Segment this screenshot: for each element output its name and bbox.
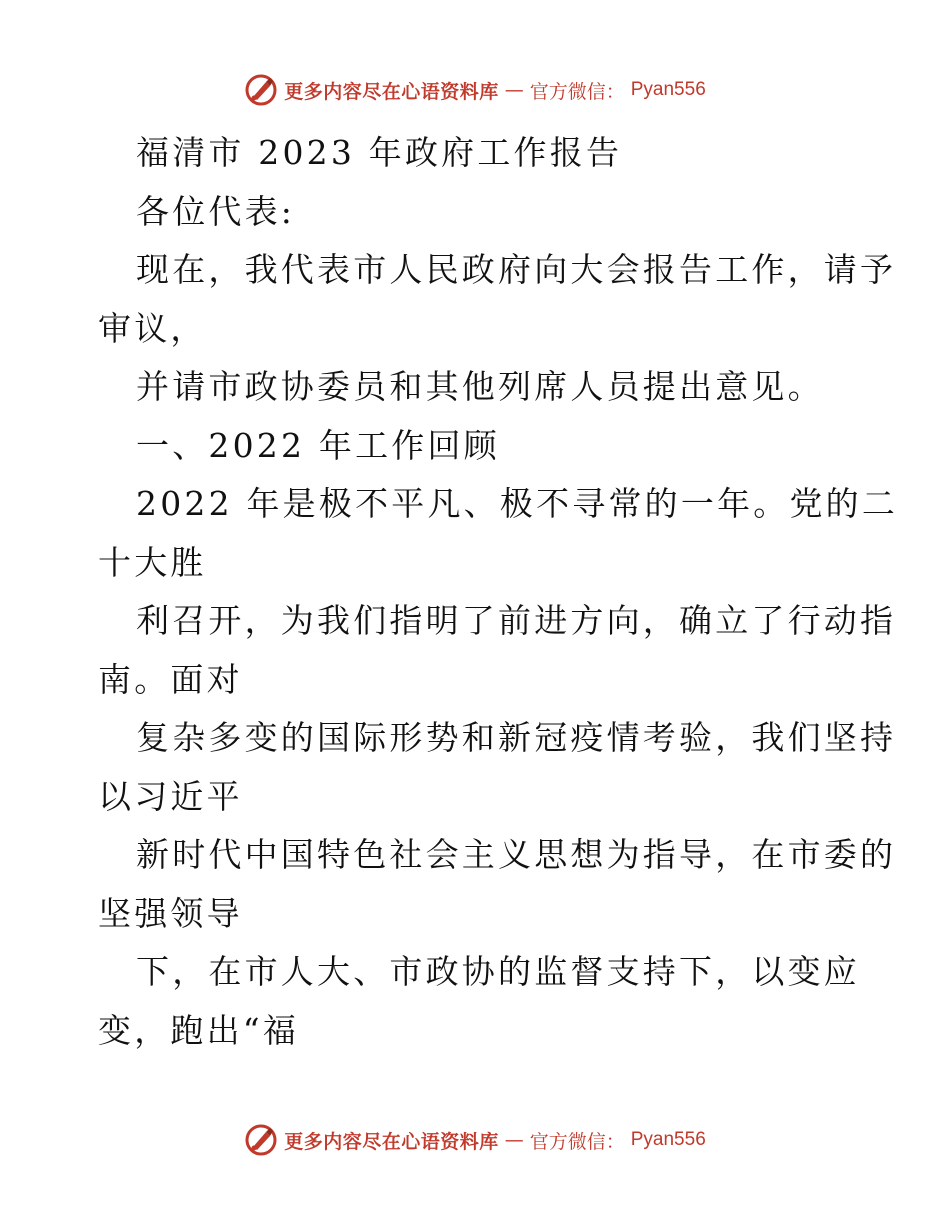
paragraph-line: 南。面对 bbox=[98, 659, 243, 699]
watermark-brand: 更多内容尽在心语资料库 bbox=[284, 80, 499, 103]
brush-pen-logo-icon bbox=[244, 1123, 278, 1157]
paragraph-line: 现在，我代表市人民政府向大会报告工作，请予 bbox=[136, 250, 897, 289]
doc-title: 福清市 2023 年政府工作报告 bbox=[136, 133, 623, 172]
brush-pen-logo-icon bbox=[244, 73, 278, 107]
paragraph-line: 利召开，为我们指明了前进方向，确立了行动指 bbox=[136, 601, 897, 640]
paragraph-line: 下，在市人大、市政协的监督支持下，以变应 bbox=[136, 952, 860, 991]
watermark-brand: 更多内容尽在心语资料库 bbox=[284, 1130, 499, 1153]
paragraph-line: 复杂多变的国际形势和新冠疫情考验，我们坚持 bbox=[136, 718, 897, 757]
watermark-channel: 官方微信： bbox=[529, 80, 625, 103]
paragraph-line: 审议， bbox=[98, 308, 207, 348]
watermark-handle: Pyan556 bbox=[630, 79, 706, 100]
paragraph-line: 十大胜 bbox=[98, 542, 207, 582]
paragraph-line: 并请市政协委员和其他列席人员提出意见。 bbox=[136, 367, 824, 406]
watermark-header bbox=[0, 70, 950, 110]
watermark-footer bbox=[0, 1120, 950, 1160]
paragraph-line: 变，跑出“福 bbox=[98, 1010, 300, 1050]
watermark-dash: — bbox=[504, 1129, 524, 1151]
section-heading: 一、2022 年工作回顾 bbox=[136, 425, 500, 465]
watermark-handle: Pyan556 bbox=[630, 1129, 706, 1150]
salutation: 各位代表: bbox=[136, 191, 296, 231]
paragraph-line: 2022 年是极不平凡、极不寻常的一年。党的二 bbox=[136, 484, 899, 523]
watermark-channel: 官方微信： bbox=[529, 1130, 625, 1153]
document-body bbox=[98, 124, 899, 1060]
paragraph-line: 以习近平 bbox=[98, 776, 243, 816]
paragraph-line: 坚强领导 bbox=[98, 893, 243, 933]
paragraph-line: 新时代中国特色社会主义思想为指导，在市委的 bbox=[136, 835, 897, 874]
watermark-dash: — bbox=[504, 79, 524, 101]
